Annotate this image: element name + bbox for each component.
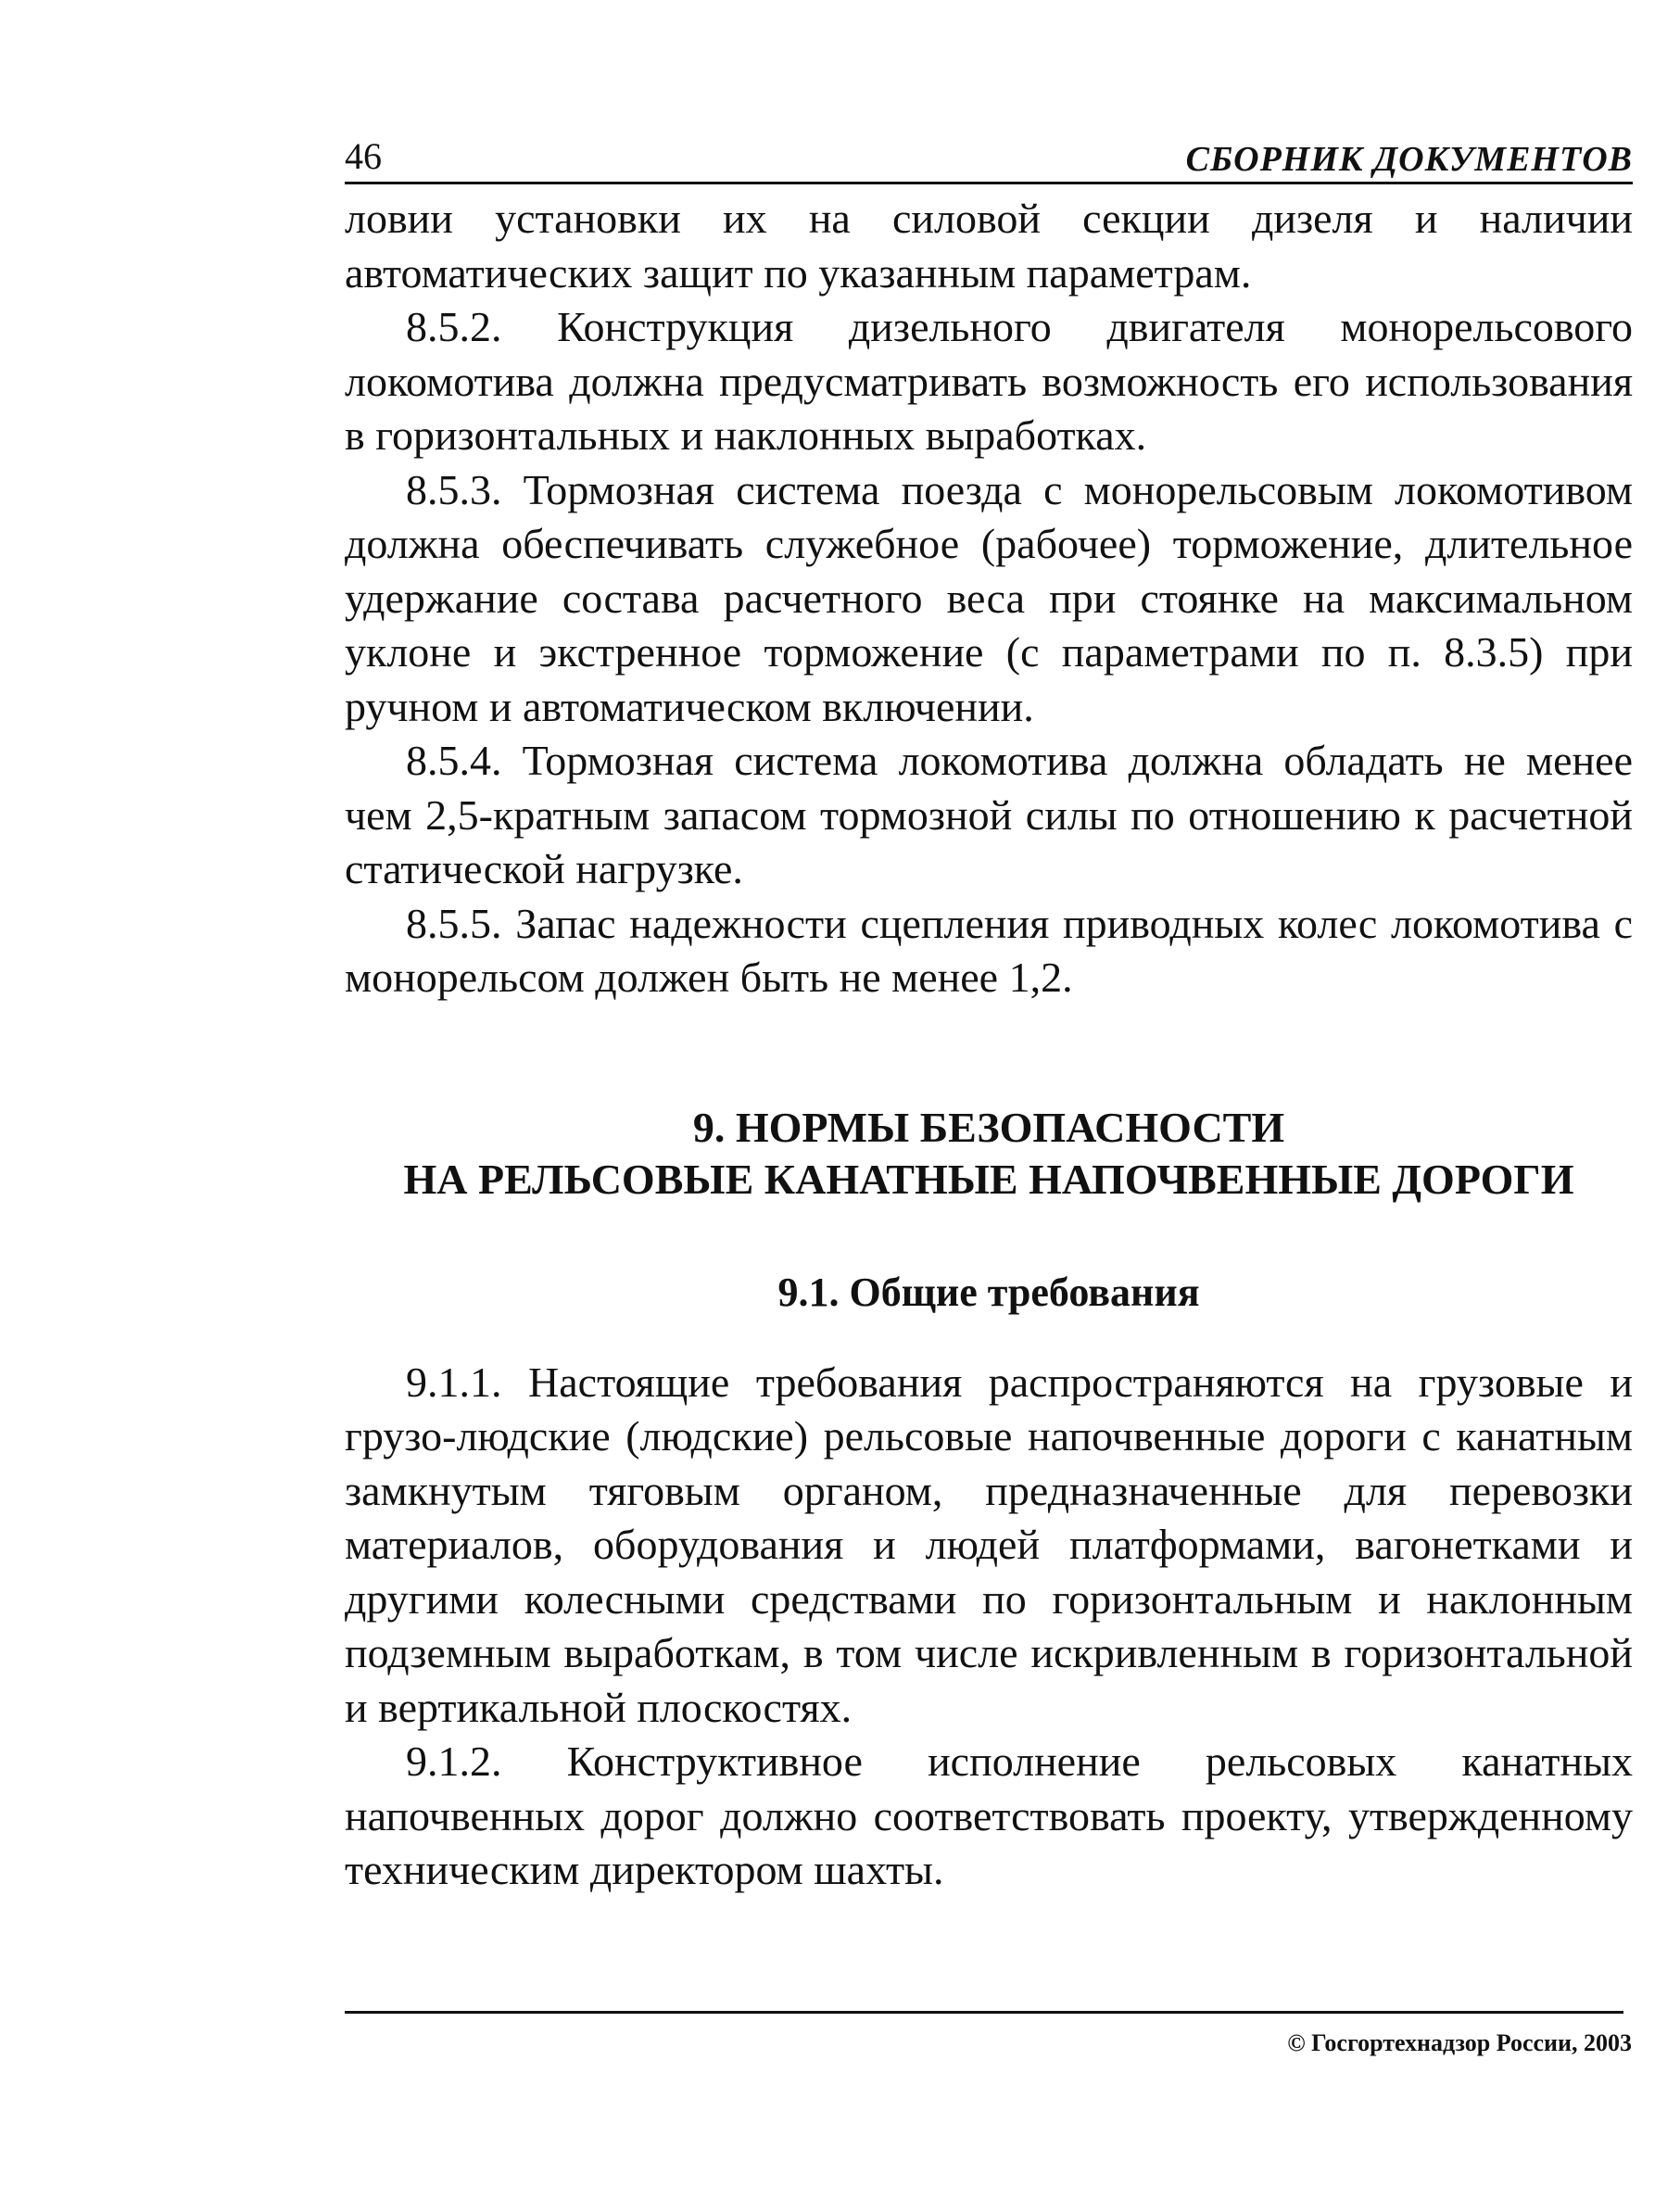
body-text-bottom <box>345 1356 1633 1898</box>
section-heading <box>345 1102 1633 1206</box>
paragraph-9-1-2: 9.1.2. Конструктивное исполнение рельсовых канатных напочвенных дорог должно соответствовать проекту, утвержденному техническим директором шахты. <box>345 1738 1633 1893</box>
paragraph-8-5-2: 8.5.2. Конструкция дизельного двигателя монорельсового локомотива должна предусматривать возможность его использования в горизонтальных и наклонных выработках. <box>345 303 1633 459</box>
paragraph-8-5-4: 8.5.4. Тормозная система локомотива должна обладать не менее чем 2,5-кратным запасом тормозной силы по отношению к расчетной статической нагрузке. <box>345 737 1633 892</box>
section-heading-line-2: НА РЕЛЬСОВЫЕ КАНАТНЫЕ НАПОЧВЕННЫЕ ДОРОГИ <box>403 1155 1574 1203</box>
paragraph-9-1-1: 9.1.1. Настоящие требования распространяются на грузовые и грузо-людские (людские) рельсовые напочвенные дороги с канатным замкнутым тяговым органом, предназначенные для перевозки материалов, оборудования и людей платформами, вагонетками и другими колесными средствами по горизонтальным и наклонным подземным выработкам, в том числе искривленным в горизонтальной и вертикальной плоскостях. <box>345 1358 1633 1731</box>
running-header <box>345 130 1633 184</box>
document-page <box>345 130 1633 1898</box>
footer-copyright: © Госгортехнадзор России, 2003 <box>1287 2029 1632 2056</box>
running-header-title: СБОРНИК ДОКУМЕНТОВ <box>1185 140 1633 179</box>
subsection-heading: 9.1. Общие требования <box>777 1269 1200 1315</box>
footer-divider <box>345 2011 1623 2014</box>
section-heading-line-1: 9. НОРМЫ БЕЗОПАСНОСТИ <box>692 1103 1285 1151</box>
body-text-top <box>345 192 1633 1005</box>
paragraph-8-5-3: 8.5.3. Тормозная система поезда с монорельсовым локомотивом должна обеспечивать служебное (рабочее) торможение, длительное удержание состава расчетного веса при стоянке на максимальном уклоне и экстренное торможение (с параметрами по п. 8.3.5) при ручном и автоматическом включении. <box>345 465 1633 730</box>
page-number: 46 <box>345 135 382 177</box>
paragraph-continuation: ловии установки их на силовой секции дизеля и наличии автоматических защит по указанным параметрам. <box>345 195 1633 297</box>
paragraph-8-5-5: 8.5.5. Запас надежности сцепления приводных колес локомотива с монорельсом должен быть не менее 1,2. <box>345 899 1633 1001</box>
